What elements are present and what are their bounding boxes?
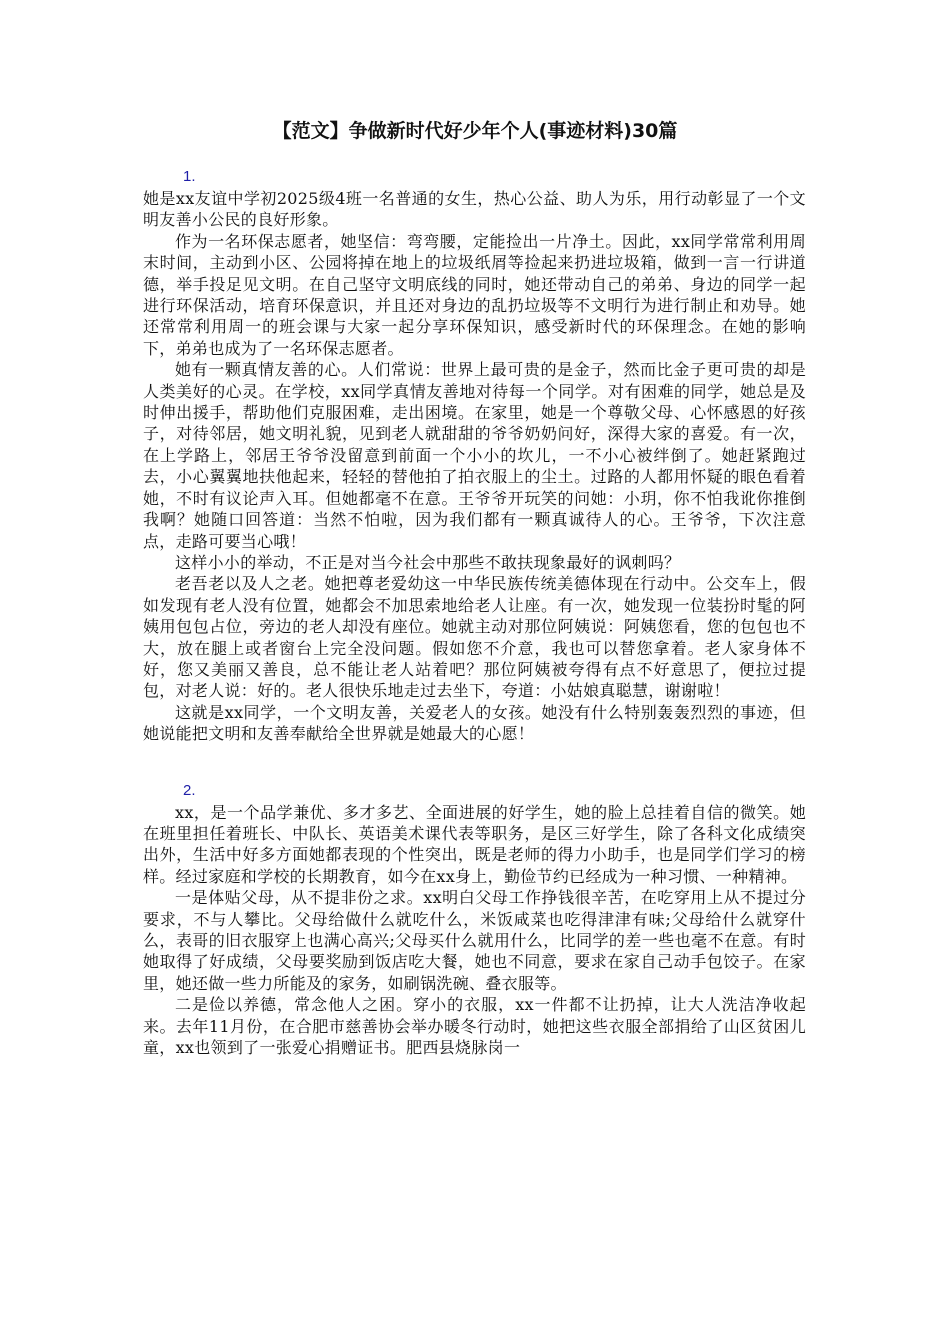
document-title: 【范文】争做新时代好少年个人(事迹材料)30篇 <box>272 120 678 142</box>
section-spacer <box>143 745 806 780</box>
section-number: 1. <box>183 168 196 185</box>
paragraph: xx，是一个品学兼优、多才多艺、全面进展的好学生，她的脸上总挂着自信的微笑。她在班里担任着班长、中队长、英语美术课代表等职务，是区三好学生，除了各科文化成绩突出外，生活中好多方面她都表现的个性突出，既是老师的得力小助手，也是同学们学习的榜样。经过家庭和学校的长期教育，如今在xx身上，勤俭节约已经成为一种习惯、一种精神。 <box>143 802 806 886</box>
paragraph: 这样小小的举动，不正是对当今社会中那些不敢扶现象最好的讽刺吗？ <box>175 552 681 572</box>
document-body <box>143 166 806 1058</box>
paragraph: 二是俭以养德，常念他人之困。穿小的衣服，xx一件都不让扔掉，让大人洗洁净收起来。去年11月份，在合肥市慈善协会举办暖冬行动时，她把这些衣服全部捐给了山区贫困儿童，xx也领到了一张爱心捐赠证书。肥西县烧脉岗一 <box>143 995 806 1058</box>
paragraph: 她是xx友谊中学初2025级4班一名普通的女生，热心公益、助人为乐，用行动彰显了一个文明友善小公民的良好形象。 <box>143 189 806 230</box>
paragraph: 一是体贴父母，从不提非份之求。xx明白父母工作挣钱很辛苦，在吃穿用上从不提过分要求，不与人攀比。父母给做什么就吃什么，米饭咸菜也吃得津津有味;父母给什么就穿什么，表哥的旧衣服穿上也满心高兴;父母买什么就用什么，比同学的差一些也毫不在意。有时她取得了好成绩，父母要奖励到饭店吃大餐，她也不同意，要求在家自己动手包饺子。在家里，她还做一些力所能及的家务，如刷锅洗碗、叠衣服等。 <box>143 888 806 993</box>
section-number: 2. <box>183 781 196 799</box>
paragraph: 这就是xx同学，一个文明友善，关爱老人的女孩。她没有什么特别轰轰烈烈的事迹，但她说能把文明和友善奉献给全世界就是她最大的心愿！ <box>143 702 806 744</box>
paragraph: 老吾老以及人之老。她把尊老爱幼这一中华民族传统美德体现在行动中。公交车上，假如发现有老人没有位置，她都会不加思索地给老人让座。有一次，她发现一位装扮时髦的阿姨用包包占位，旁边的老人却没有座位。她就主动对那位阿姨说：阿姨您看，您的包包也不大，放在腿上或者窗台上完全没问题。假如您不介意，我也可以替您拿着。老人家身体不好，您又美丽又善良，总不能让老人站着吧？那位阿姨被夸得有点不好意思了，便拉过提包，对老人说：好的。老人很快乐地走过去坐下，夸道：小姑娘真聪慧，谢谢啦！ <box>143 574 806 701</box>
paragraph: 作为一名环保志愿者，她坚信：弯弯腰，定能捡出一片净土。因此，xx同学常常利用周末时间，主动到小区、公园将掉在地上的垃圾纸屑等捡起来扔进垃圾箱，做到一言一行讲道德，举手投足见文明。在自己坚守文明底线的同时，她还带动自己的弟弟、身边的同学一起进行环保活动，培育环保意识，并且还对身边的乱扔垃圾等不文明行为进行制止和劝导。她还常常利用周一的班会课与大家一起分享环保知识，感受新时代的环保理念。在她的影响下，弟弟也成为了一名环保志愿者。 <box>143 231 806 358</box>
section-2 <box>143 780 806 1059</box>
section-1 <box>143 166 806 745</box>
paragraph: 她有一颗真情友善的心。人们常说：世界上最可贵的是金子，然而比金子更可贵的却是人类美好的心灵。在学校，xx同学真情友善地对待每一个同学。对有困难的同学，她总是及时伸出援手，帮助他们克服困难，走出困境。在家里，她是一个尊敬父母、心怀感恩的好孩子，对待邻居，她文明礼貌，见到老人就甜甜的爷爷奶奶问好，深得大家的喜爱。有一次，在上学路上，邻居王爷爷没留意到前面一个小小的坎儿，一不小心被绊倒了。她赶紧跑过去，小心翼翼地扶他起来，轻轻的替他拍了拍衣服上的尘土。过路的人都用怀疑的眼色看着她，不时有议论声入耳。但她都毫不在意。王爷爷开玩笑的问她：小玥，你不怕我讹你推倒我啊？她随口回答道：当然不怕啦，因为我们都有一颗真诚待人的心。王爷爷，下次注意点，走路可要当心哦！ <box>143 360 806 551</box>
